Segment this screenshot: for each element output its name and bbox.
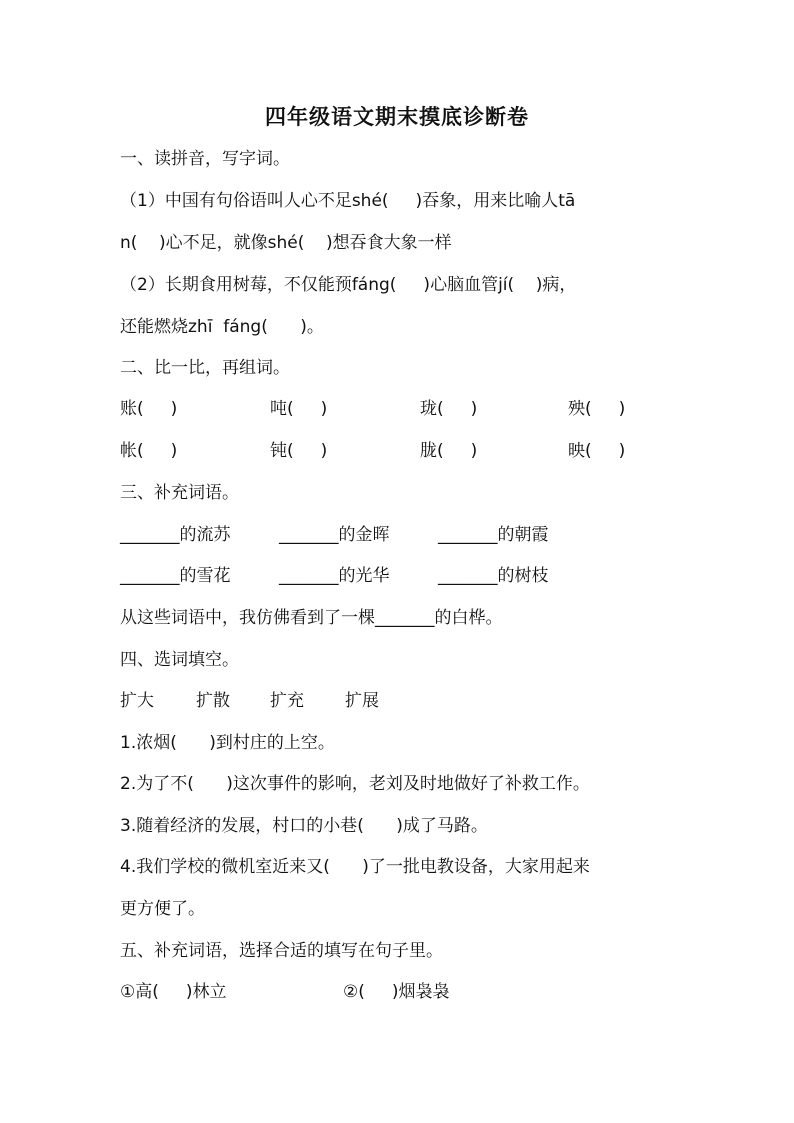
- word-option: 扩大: [120, 691, 154, 711]
- fill-phrase-cell: _______的流苏: [120, 525, 231, 545]
- word-option: 扩散: [196, 691, 230, 711]
- section4-heading: 四、选词填空。: [120, 650, 239, 670]
- section3-heading: 三、补充词语。: [120, 483, 239, 503]
- compare-word-cell: 殃( ): [568, 399, 626, 419]
- fill-phrase-cell: _______的金晖: [279, 525, 390, 545]
- compare-word-cell: 映( ): [568, 441, 626, 461]
- section1-line2: n( )心不足，就像shé( )想吞食大象一样: [120, 233, 452, 253]
- compare-word-cell: 吨( ): [270, 399, 328, 419]
- section1-heading: 一、读拼音，写字词。: [120, 149, 290, 169]
- idiom-item: ②( )烟袅袅: [343, 982, 450, 1002]
- compare-word-cell: 胧( ): [420, 441, 478, 461]
- compare-word-cell: 帐( ): [120, 441, 178, 461]
- section3-sentence: 从这些词语中，我仿佛看到了一棵_______的白桦。: [120, 608, 503, 628]
- question-3: 3.随着经济的发展，村口的小巷( )成了马路。: [120, 816, 488, 836]
- fill-phrase-cell: _______的朝霞: [438, 525, 549, 545]
- question-1: 1.浓烟( )到村庄的上空。: [120, 733, 335, 753]
- question-2: 2.为了不( )这次事件的影响，老刘及时地做好了补救工作。: [120, 774, 590, 794]
- section1-line4: 还能燃烧zhī fáng( )。: [120, 317, 324, 337]
- section5-heading: 五、补充词语，选择合适的填写在句子里。: [120, 941, 443, 961]
- word-option: 扩充: [270, 691, 304, 711]
- fill-phrase-cell: _______的树枝: [438, 566, 549, 586]
- idiom-item: ①高( )林立: [120, 982, 227, 1002]
- question-4: 4.我们学校的微机室近来又( )了一批电教设备，大家用起来: [120, 857, 590, 877]
- fill-phrase-cell: _______的雪花: [120, 566, 231, 586]
- section2-heading: 二、比一比，再组词。: [120, 358, 290, 378]
- compare-word-cell: 珑( ): [420, 399, 478, 419]
- page-title: 四年级语文期末摸底诊断卷: [265, 104, 529, 129]
- section1-line1: （1）中国有句俗语叫人心不足shé( )吞象，用来比喻人tā: [120, 191, 576, 211]
- word-option: 扩展: [345, 691, 379, 711]
- fill-phrase-cell: _______的光华: [279, 566, 390, 586]
- question-4-continued: 更方便了。: [120, 899, 205, 919]
- section1-line3: （2）长期食用树莓，不仅能预fáng( )心脑血管jí( )病，: [120, 275, 577, 295]
- compare-word-cell: 账( ): [120, 399, 178, 419]
- compare-word-cell: 钝( ): [270, 441, 328, 461]
